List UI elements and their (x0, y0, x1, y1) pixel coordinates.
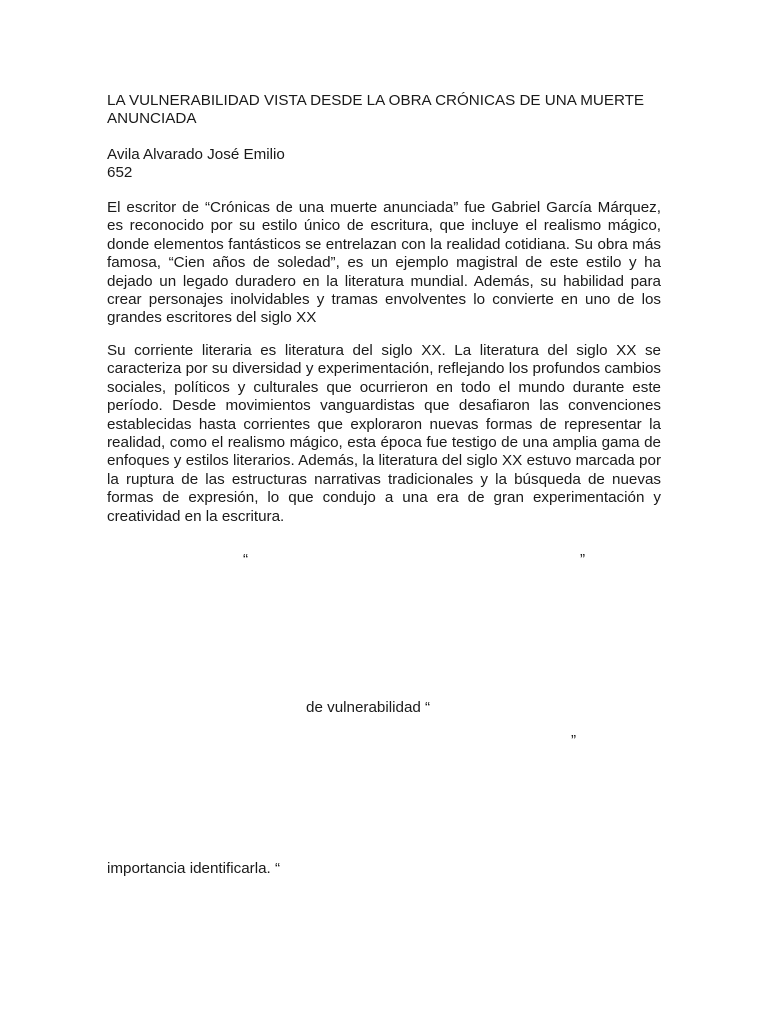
paragraph-1: El escritor de “Crónicas de una muerte anunciada” fue Gabriel García Márquez, es reconocido por su estilo único de escritura, que incluye el realismo mágico, donde elementos fantásticos se entrelazan con la realidad cotidiana. Su obra más famosa, “Cien años de soledad”, es un ejemplo magistral de este estilo y ha dejado un legado duradero en la literatura mundial. Además, su habilidad para crear personajes inolvidables y tramas envolventes lo convierte en uno de los grandes escritores del siglo XX (107, 199, 661, 327)
author-block (107, 146, 661, 183)
vulnerabilidad-fragment: de vulnerabilidad “ (306, 699, 431, 716)
close-quote-mark: ” (580, 551, 586, 568)
author-id: 652 (107, 164, 133, 182)
document-title: LA VULNERABILIDAD VISTA DESDE LA OBRA CRÓNICAS DE UNA MUERTE ANUNCIADA (107, 92, 645, 128)
open-quote-mark: “ (243, 551, 249, 568)
author-name: Avila Alvarado José Emilio (107, 146, 285, 163)
paragraph-2: Su corriente literaria es literatura del siglo XX. La literatura del siglo XX se caracteriza por su diversidad y experimentación, reflejando los profundos cambios sociales, políticos y culturales que ocurrieron en todo el mundo durante este período. Desde movimientos vanguardistas que desafiaron las convenciones establecidas hasta corrientes que exploraron nuevas formas de representar la realidad, como el realismo mágico, esta época fue testigo de una amplia gama de enfoques y estilos literarios. Además, la literatura del siglo XX estuvo marcada por la ruptura de las estructuras narrativas tradicionales y la búsqueda de nuevas formas de expresión, lo que condujo a una era de gran experimentación y creatividad en la escritura. (107, 342, 661, 525)
importancia-fragment: importancia identificarla. “ (107, 860, 281, 877)
close-quote-mark-2: ” (571, 732, 577, 749)
